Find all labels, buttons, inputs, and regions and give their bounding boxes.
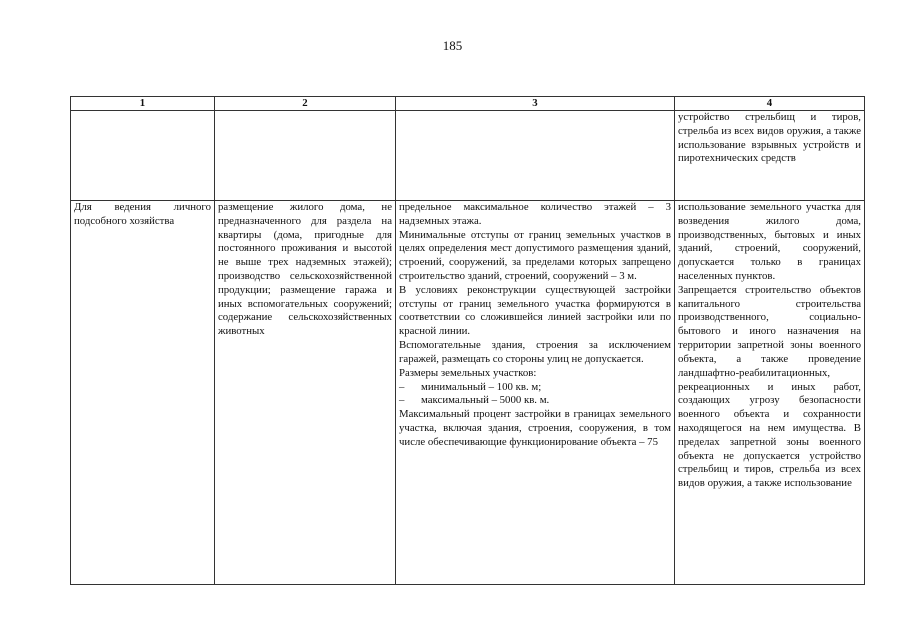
max-size-text: максимальный – 5000 кв. м. bbox=[421, 394, 550, 407]
zoning-table bbox=[70, 96, 865, 585]
restrictions-military-zone-text: Запрещается строительство объектов капитального строительства производственного, социально-бытового и иного назначения на территории запретной зоны военного объекта, а также проведение ландшафтно-реабилитационных, рекреационных и иных работ, создающих угрозу безопасности военного объекта и сохранности находящегося на нем имущества. В пределах запретной зоны военного объекта не допускается устройство стрельбищ и тиров, стрельба из всех видов оружия, а также использование bbox=[678, 283, 861, 490]
parameters-max-size-item bbox=[399, 394, 671, 408]
column-number-4: 4 bbox=[675, 97, 865, 111]
restrictions-settlement-text: использование земельного участка для возведения жилого дома, производственных, бытовых и иных зданий, строений, сооружений, допускается только в границах населенных пунктов. bbox=[678, 200, 861, 283]
restrictions-continuation-text: устройство стрельбищ и тиров, стрельба из всех видов оружия, а также использование взрывных устройств и пиротехнических средств bbox=[678, 110, 861, 165]
restrictions-continuation-cell bbox=[675, 110, 865, 200]
land-use-type-cell bbox=[71, 200, 215, 584]
parameters-reconstruction-text: В условиях реконструкции существующей застройки отступы от границ земельного участка формируются в соответствии со сложившейся линией застройки или по красной линии. bbox=[399, 283, 671, 338]
permitted-uses-text: размещение жилого дома, не предназначенного для раздела на квартиры (дома, пригодные для постоянного проживания и высотой не выше трех надземных этажей); производство сельскохозяйственной продукции; размещение гаража и иных вспомогательных сооружений; содержание сельскохозяйственных животных bbox=[218, 200, 392, 338]
page-number: 185 bbox=[442, 38, 463, 53]
parameters-min-size-item bbox=[399, 381, 671, 395]
min-size-text: минимальный – 100 кв. м; bbox=[421, 380, 542, 393]
table-row-continuation bbox=[71, 110, 865, 200]
empty-cell bbox=[71, 110, 215, 200]
empty-cell bbox=[215, 110, 396, 200]
parameters-setbacks-text: Минимальные отступы от границ земельных участков в целях определения мест допустимого размещения зданий, строений, сооружений, за пределами которых запрещено строительство зданий, строений, сооружений – 3 м. bbox=[399, 228, 671, 283]
parameters-floors-text: предельное максимальное количество этажей – 3 надземных этажа. bbox=[399, 200, 671, 227]
table-header-row bbox=[71, 97, 865, 111]
parameters-cell bbox=[396, 200, 675, 584]
table-row-main bbox=[71, 200, 865, 584]
empty-cell bbox=[396, 110, 675, 200]
parameters-coverage-text: Максимальный процент застройки в границах земельного участка, включая здания, строения, сооружения, в том числе обеспечивающие функционирование объекта – 75 bbox=[399, 408, 671, 448]
land-use-type-text: Для ведения личного подсобного хозяйства bbox=[74, 200, 211, 227]
column-number-2: 2 bbox=[215, 97, 396, 111]
permitted-uses-cell bbox=[215, 200, 396, 584]
parameters-auxiliary-buildings-text: Вспомогательные здания, строения за исключением гаражей, размещать со стороны улиц не допускается. bbox=[399, 339, 671, 365]
restrictions-cell bbox=[675, 200, 865, 584]
column-number-1: 1 bbox=[71, 97, 215, 111]
column-number-3: 3 bbox=[396, 97, 675, 111]
parameters-plot-sizes-heading: Размеры земельных участков: bbox=[399, 366, 537, 379]
